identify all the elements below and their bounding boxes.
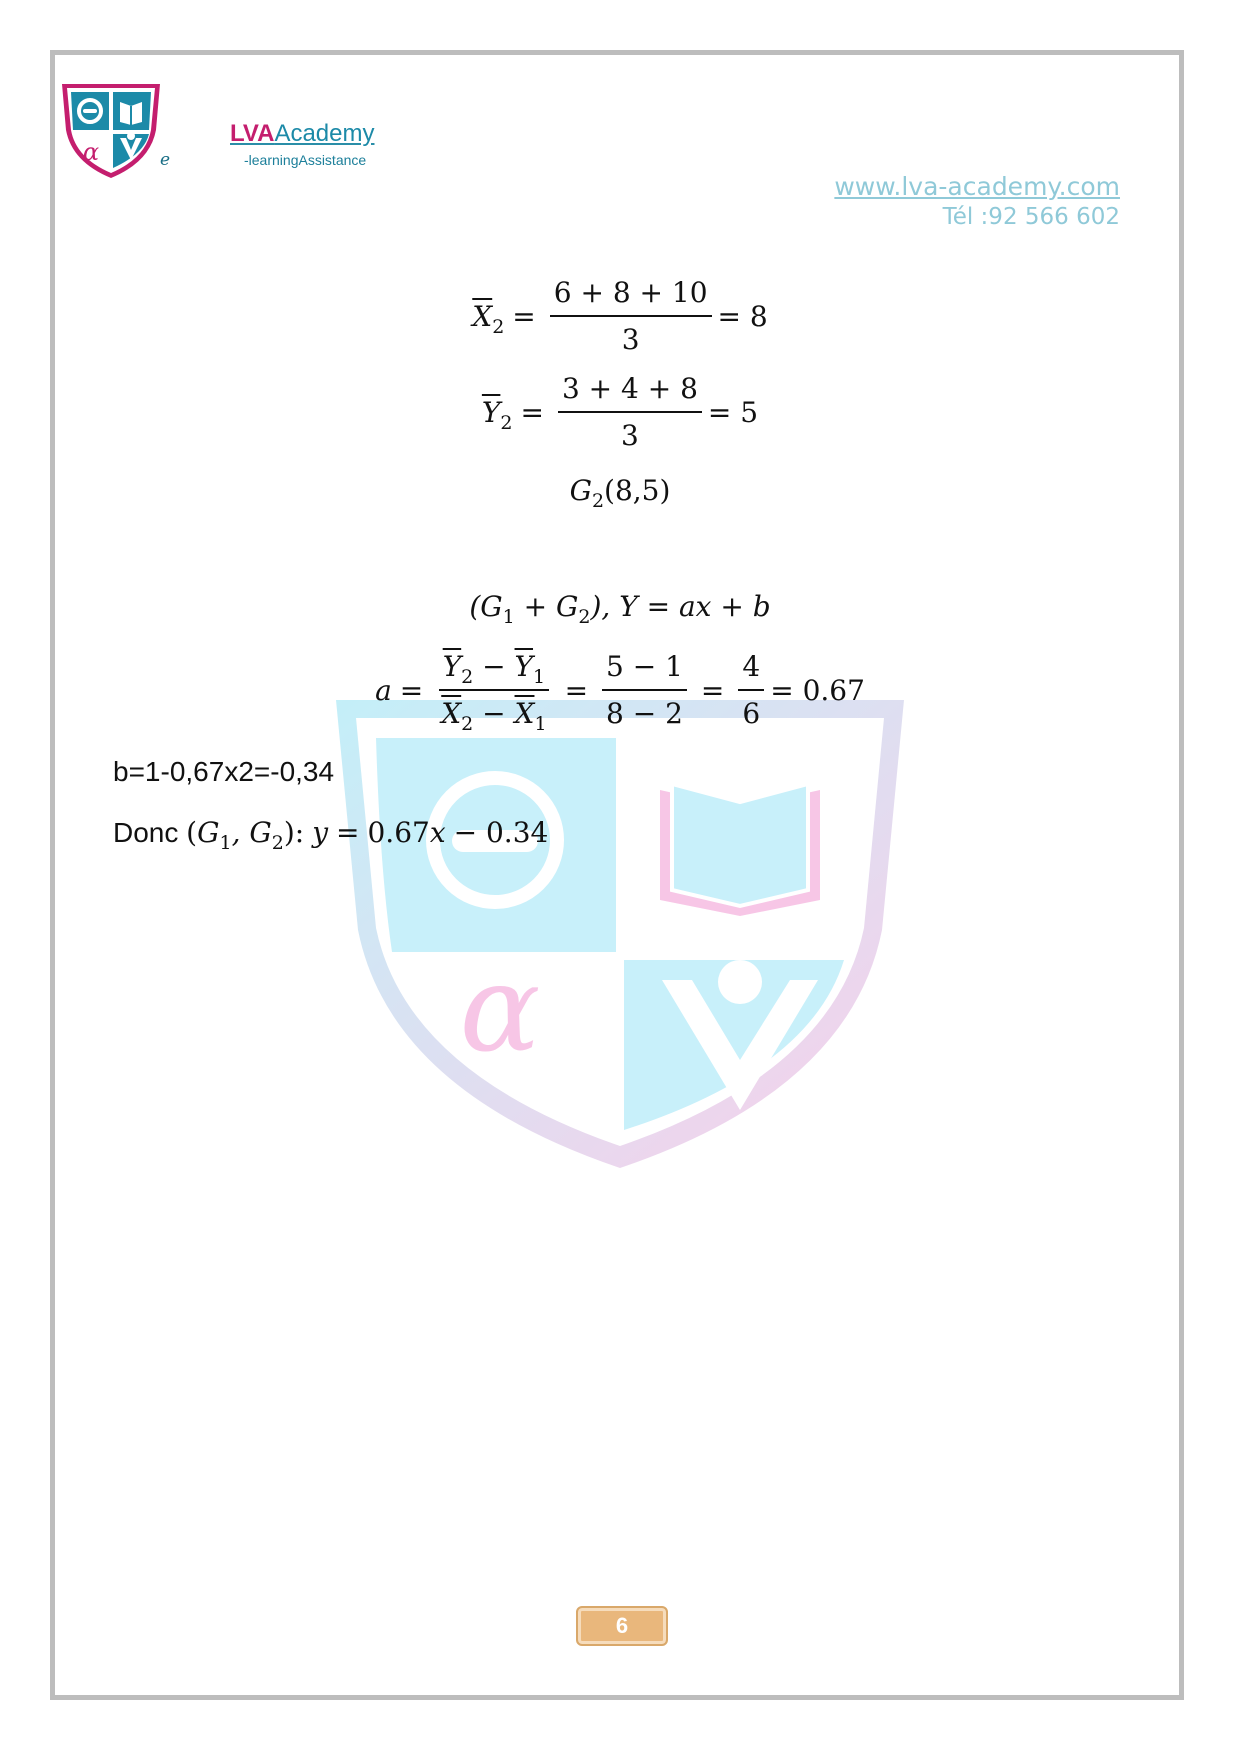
website-link[interactable]: www.lva-academy.com bbox=[834, 172, 1120, 201]
conclusion-slope: 0.67 bbox=[367, 816, 430, 849]
g2-point: $G_2$ (8,5) bbox=[569, 474, 671, 512]
y2-fraction bbox=[558, 372, 702, 452]
page-number-badge: 6 bbox=[576, 1606, 668, 1646]
watermark-logo bbox=[330, 690, 910, 1170]
slope-equation: a = $\frac{\overline{Y}_2 - \overline{Y}_1}{\overline{X}_2 - \overline{X}_1}$ = $\frac{5 - 1}{8 - 2}$ = $\frac{4}{6}$ = 0.67 bbox=[375, 650, 865, 735]
brand-subtitle: -learningAssistance bbox=[244, 152, 367, 168]
b-calculation: b=1-0,67x2=-0,34 bbox=[113, 756, 335, 787]
brand-title bbox=[230, 120, 374, 148]
logo-e-letter: e bbox=[160, 150, 171, 170]
svg-text:α: α bbox=[82, 138, 100, 166]
contact-block bbox=[834, 172, 1120, 232]
slope-result: = 0.67 bbox=[770, 673, 865, 707]
equals-sign: = bbox=[520, 395, 544, 429]
x2-numerator: 6 + 8 + 10 bbox=[550, 276, 712, 317]
brand-block bbox=[230, 120, 374, 168]
y2-result: = 5 bbox=[707, 395, 759, 429]
y2-mean-equation bbox=[0, 372, 1240, 452]
line-formula: Y = ax + b bbox=[619, 590, 771, 623]
x2-fraction bbox=[550, 276, 712, 356]
equals-sign: = bbox=[512, 299, 536, 333]
slope-numeric-fraction: $\frac{5 - 1}{8 - 2}$ bbox=[602, 650, 687, 730]
brand-academy: Academy bbox=[274, 120, 375, 147]
svg-text:α: α bbox=[459, 940, 541, 1079]
x2-result: = 8 bbox=[717, 299, 768, 333]
conclusion-intercept: − 0.34 bbox=[453, 816, 549, 849]
y2-denominator: 3 bbox=[621, 419, 639, 452]
conclusion-line: Donc ($G_1$, $G_2$): y = 0.67x − 0.34 bbox=[113, 816, 549, 854]
brand-lva: LVA bbox=[230, 120, 275, 147]
x2-denominator: 3 bbox=[621, 323, 640, 356]
y2-symbol: $\overline{Y}_2$ bbox=[481, 395, 513, 434]
y2-numerator: 3 + 4 + 8 bbox=[558, 372, 702, 413]
slope-symbolic-fraction: $\frac{\overline{Y}_2 - \overline{Y}_1}{\overline{X}_2 - \overline{X}_1}$ bbox=[437, 650, 550, 730]
x2-symbol: $\overline{X}_2$ bbox=[472, 299, 505, 338]
line-equation: $(G_1 + G_2)$, Y = ax + b bbox=[469, 590, 771, 628]
x2-mean-equation bbox=[0, 276, 1240, 356]
phone-number: Tél :92 566 602 bbox=[942, 204, 1120, 230]
lva-academy-logo bbox=[58, 80, 164, 180]
slope-simplified-fraction: $\frac{4}{6}$ bbox=[738, 650, 764, 730]
g2-coordinates: (8,5) bbox=[604, 474, 671, 507]
